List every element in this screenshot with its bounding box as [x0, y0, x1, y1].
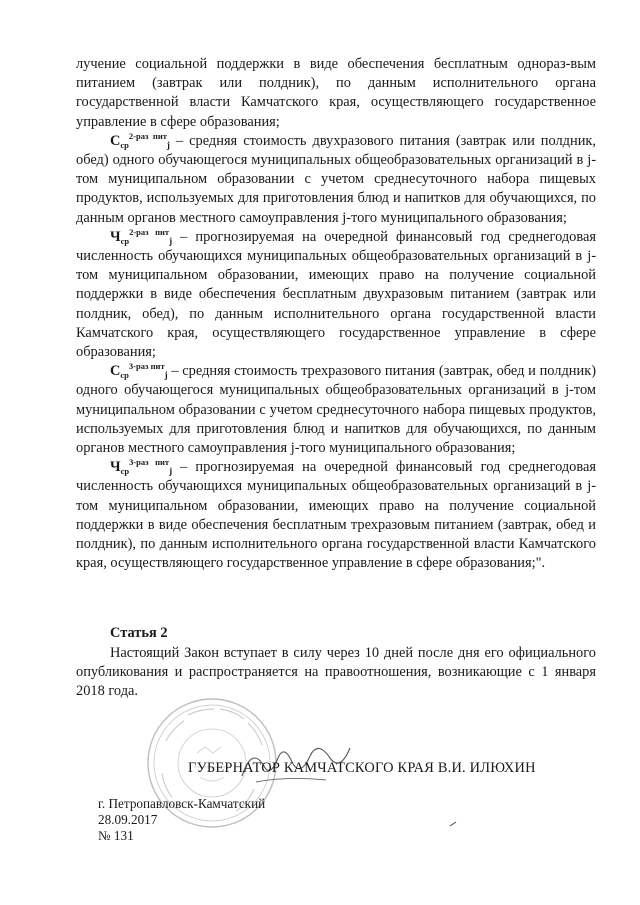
paragraph-continuation: лучение социальной поддержки в виде обеспечения бесплатным однораз-вым питанием (завтрак или полдник), по данным исполнительного органа государственной власти Камчатского края, осуществляющего государственное управление в сфере образования;: [76, 56, 596, 130]
symbol-ch-3-meal: $Ч_{ср}^{3-раз пит}_j$: [110, 457, 173, 477]
paragraph-c-3-meal: $С_{ср}^{3-раз пит}_j$ – средняя стоимость трехразового питания (завтрак, обед и полдник) одного обучающегося муниципальных общеобразовательных организаций в j-том муниципальном образовании с учетом среднесуточного набора пищевых продуктов, используемых для приготовления блюд и напитков для обучающихся, по данным органов местного самоуправления j-того муниципального образования;: [76, 361, 596, 457]
paragraph-ch-2-meal: $Ч_{ср}^{2-раз пит}_j$ – прогнозируемая на очередной финансовый год среднегодовая численность обучающихся муниципальных общеобразовательных организаций в j-том муниципальном образовании, имеющих право на получение социальной поддержки в виде обеспечения бесплатным двухразовым питанием (завтрак или полдник, обед), по данным исполнительного органа государственной власти Камчатского края, осуществляющего государственное управление в сфере образования;: [76, 226, 596, 361]
footer-city: г. Петропавловск-Камчатский: [98, 796, 266, 811]
symbol-c-2-meal: $С_{ср}^{2-раз пит}_j$: [110, 130, 170, 150]
article-2-text: Настоящий Закон вступает в силу через 10 дней после дня его официального опубликования и распространяется на правоотношения, возникающие с 1 января 2018 года.: [76, 645, 596, 700]
footer-date: 28.09.2017: [98, 812, 158, 827]
document-footer: [98, 796, 265, 844]
paragraph-c-2-meal: $С_{ср}^{2-раз пит}_j$ – средняя стоимость двухразового питания (завтрак или полдник, обед) одного обучающегося муниципальных общеобразовательных организаций в j-том муниципальном образовании с учетом среднесуточного набора пищевых продуктов, используемых для приготовления блюд и напитков для обучающихся, по данным органов местного самоуправления j-того муниципального образования;: [76, 130, 596, 226]
stray-pen-mark: [449, 821, 457, 827]
law-body-text: [76, 55, 596, 573]
paragraph-ch-3-meal: $Ч_{ср}^{3-раз пит}_j$ – прогнозируемая на очередной финансовый год среднегодовая численность обучающихся муниципальных общеобразовательных организаций в j-том муниципальном образовании, имеющих право на получение социальной поддержки в виде обеспечения бесплатным трехразовым питанием (завтрак, обед и полдник), по данным исполнительного органа государственной власти Камчатского края, осуществляющего государственное управление в сфере образования;".: [76, 457, 596, 572]
article-2-title: Статья 2: [110, 625, 168, 641]
symbol-ch-2-meal: $Ч_{ср}^{2-раз пит}_j$: [110, 226, 173, 246]
symbol-c-3-meal: $С_{ср}^{3-раз пит}_j$: [110, 361, 168, 381]
footer-number: № 131: [98, 828, 134, 843]
governor-signature-line: ГУБЕРНАТОР КАМЧАТСКОГО КРАЯ В.И. ИЛЮХИН: [188, 760, 536, 776]
